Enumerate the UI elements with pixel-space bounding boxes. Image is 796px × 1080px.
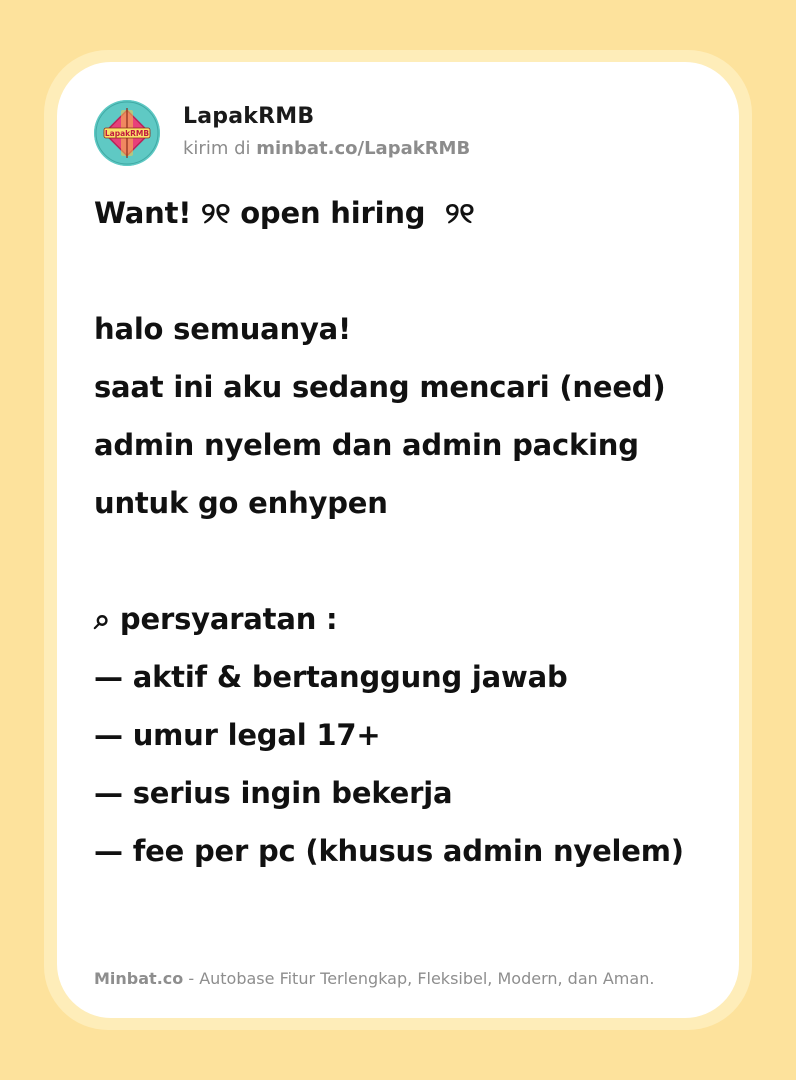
sent-via-link[interactable]: minbat.co/LapakRMB — [256, 138, 471, 159]
footer-tagline: - Autobase Fitur Terlengkap, Fleksibel, Modern, dan Aman. — [183, 969, 655, 988]
post-card — [57, 62, 739, 1018]
avatar-logo-text: LapakRMB — [104, 129, 150, 138]
sent-via-prefix: kirim di — [183, 138, 251, 159]
footer-brand[interactable]: Minbat.co — [94, 969, 184, 988]
avatar[interactable] — [94, 100, 160, 166]
sent-via — [183, 138, 470, 159]
account-name[interactable]: LapakRMB — [183, 104, 315, 129]
lapakrmb-logo-icon — [94, 100, 160, 166]
footer — [94, 969, 654, 988]
post-body: Want! ୨୧ open hiring ୨୧ halo semuanya! saat ini aku sedang mencari (need) admin nyelem dan admin packing untuk go enhypen ⌕ persyaratan : — aktif & bertanggung jawab — umur legal 17+ — serius ingin bekerja — fee per pc (khusus admin nyelem) — [94, 196, 684, 868]
